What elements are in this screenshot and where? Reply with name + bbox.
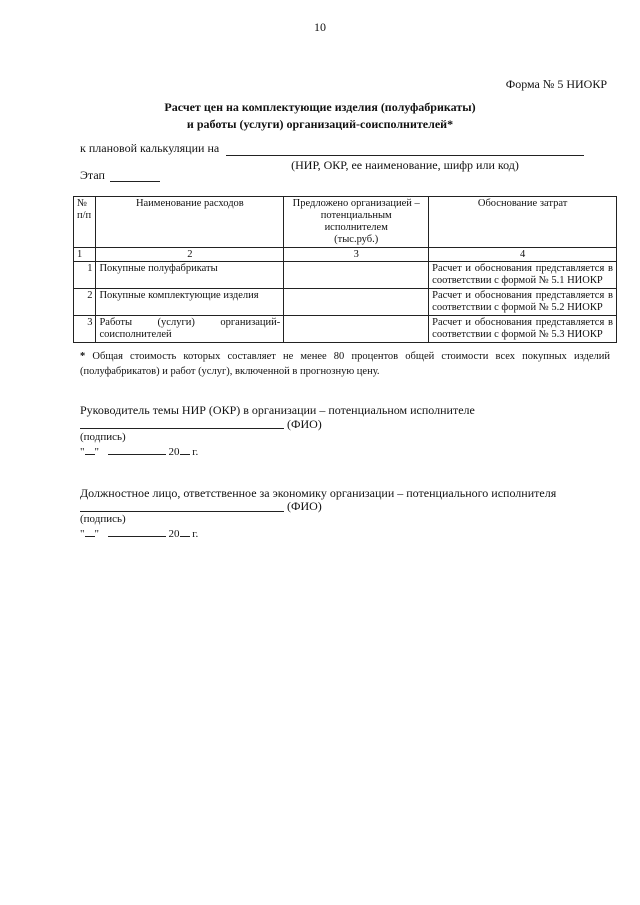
signature-2-date (80, 526, 198, 540)
signature-1-date (80, 444, 198, 458)
header-offer-line-4: (тыс.руб.) (334, 234, 379, 245)
row-name: Работы (услуги) организаций-соисполнителей (96, 316, 284, 343)
document-title-line-2: и работы (услуги) организаций-соисполнителей* (186, 117, 454, 131)
footnote-star: * (80, 351, 86, 362)
date-quote-open: " (80, 446, 85, 458)
form-label: Форма № 5 НИОКР (505, 77, 607, 91)
index-cell: 1 (74, 248, 96, 262)
table-index-row (74, 248, 617, 262)
date-day-blank (85, 444, 95, 455)
date-quote-open: " (80, 528, 85, 540)
signature-1-fio: (ФИО) (287, 417, 322, 431)
header-num (74, 197, 96, 248)
signature-1-heading: Руководитель темы НИР (ОКР) в организации – потенциальном исполнителе (80, 403, 475, 417)
header-offer (284, 197, 429, 248)
date-year-prefix: 20 (168, 528, 180, 540)
row-offer (284, 262, 429, 289)
row-number: 1 (74, 262, 96, 289)
calculation-fill-line (226, 155, 584, 156)
row-basis: Расчет и обоснования представляется в соответствии с формой № 5.2 НИОКР (429, 289, 617, 316)
table-row (74, 262, 617, 289)
row-offer (284, 316, 429, 343)
calculation-hint: (НИР, ОКР, ее наименование, шифр или код) (291, 158, 519, 172)
calculation-label: к плановой калькуляции на (80, 141, 220, 155)
table-row (74, 316, 617, 343)
row-number: 2 (74, 289, 96, 316)
date-quote-close: " (94, 446, 99, 458)
signature-1-line (80, 428, 284, 429)
page-number: 10 (314, 20, 326, 34)
row-name: Покупные комплектующие изделия (96, 289, 284, 316)
row-name: Покупные полуфабрикаты (96, 262, 284, 289)
signature-1-caption: (подпись) (80, 431, 126, 443)
date-month-blank (108, 444, 166, 455)
header-basis: Обоснование затрат (429, 197, 617, 248)
index-cell: 4 (429, 248, 617, 262)
footnote (80, 349, 610, 379)
date-year-blank (180, 526, 190, 537)
signature-2-fio: (ФИО) (287, 499, 322, 513)
date-suffix: г. (192, 446, 199, 458)
date-month-blank (108, 526, 166, 537)
header-offer-line-3: исполнителем (324, 222, 388, 233)
row-basis: Расчет и обоснования представляется в соответствии с формой № 5.1 НИОКР (429, 262, 617, 289)
signature-2-caption: (подпись) (80, 513, 126, 525)
index-cell: 2 (96, 248, 284, 262)
date-quote-close: " (94, 528, 99, 540)
row-offer (284, 289, 429, 316)
date-year-prefix: 20 (168, 446, 180, 458)
row-number: 3 (74, 316, 96, 343)
table-header-row (74, 197, 617, 248)
date-suffix: г. (192, 528, 199, 540)
header-offer-line-1: Предложено организацией – (292, 198, 420, 209)
date-year-blank (180, 444, 190, 455)
costs-table (73, 196, 617, 343)
stage-fill-line (110, 181, 160, 182)
header-num-line-1: № (77, 198, 88, 209)
header-offer-line-2: потенциальным (320, 210, 392, 221)
document-title-line-1: Расчет цен на комплектующие изделия (полуфабрикаты) (164, 100, 476, 114)
header-num-line-2: п/п (77, 210, 92, 221)
signature-2-line (80, 511, 284, 512)
stage-label: Этап (80, 168, 105, 182)
footnote-text: Общая стоимость которых составляет не менее 80 процентов общей стоимости всех покупных изделий (полуфабрикатов) и работ (услуг), включенной в прогнозную цену. (80, 351, 610, 377)
header-name: Наименование расходов (96, 197, 284, 248)
date-day-blank (85, 526, 95, 537)
index-cell: 3 (284, 248, 429, 262)
row-basis: Расчет и обоснования представляется в соответствии с формой № 5.3 НИОКР (429, 316, 617, 343)
signature-2-heading: Должностное лицо, ответственное за экономику организации – потенциального исполнителя (80, 486, 557, 500)
table-row (74, 289, 617, 316)
